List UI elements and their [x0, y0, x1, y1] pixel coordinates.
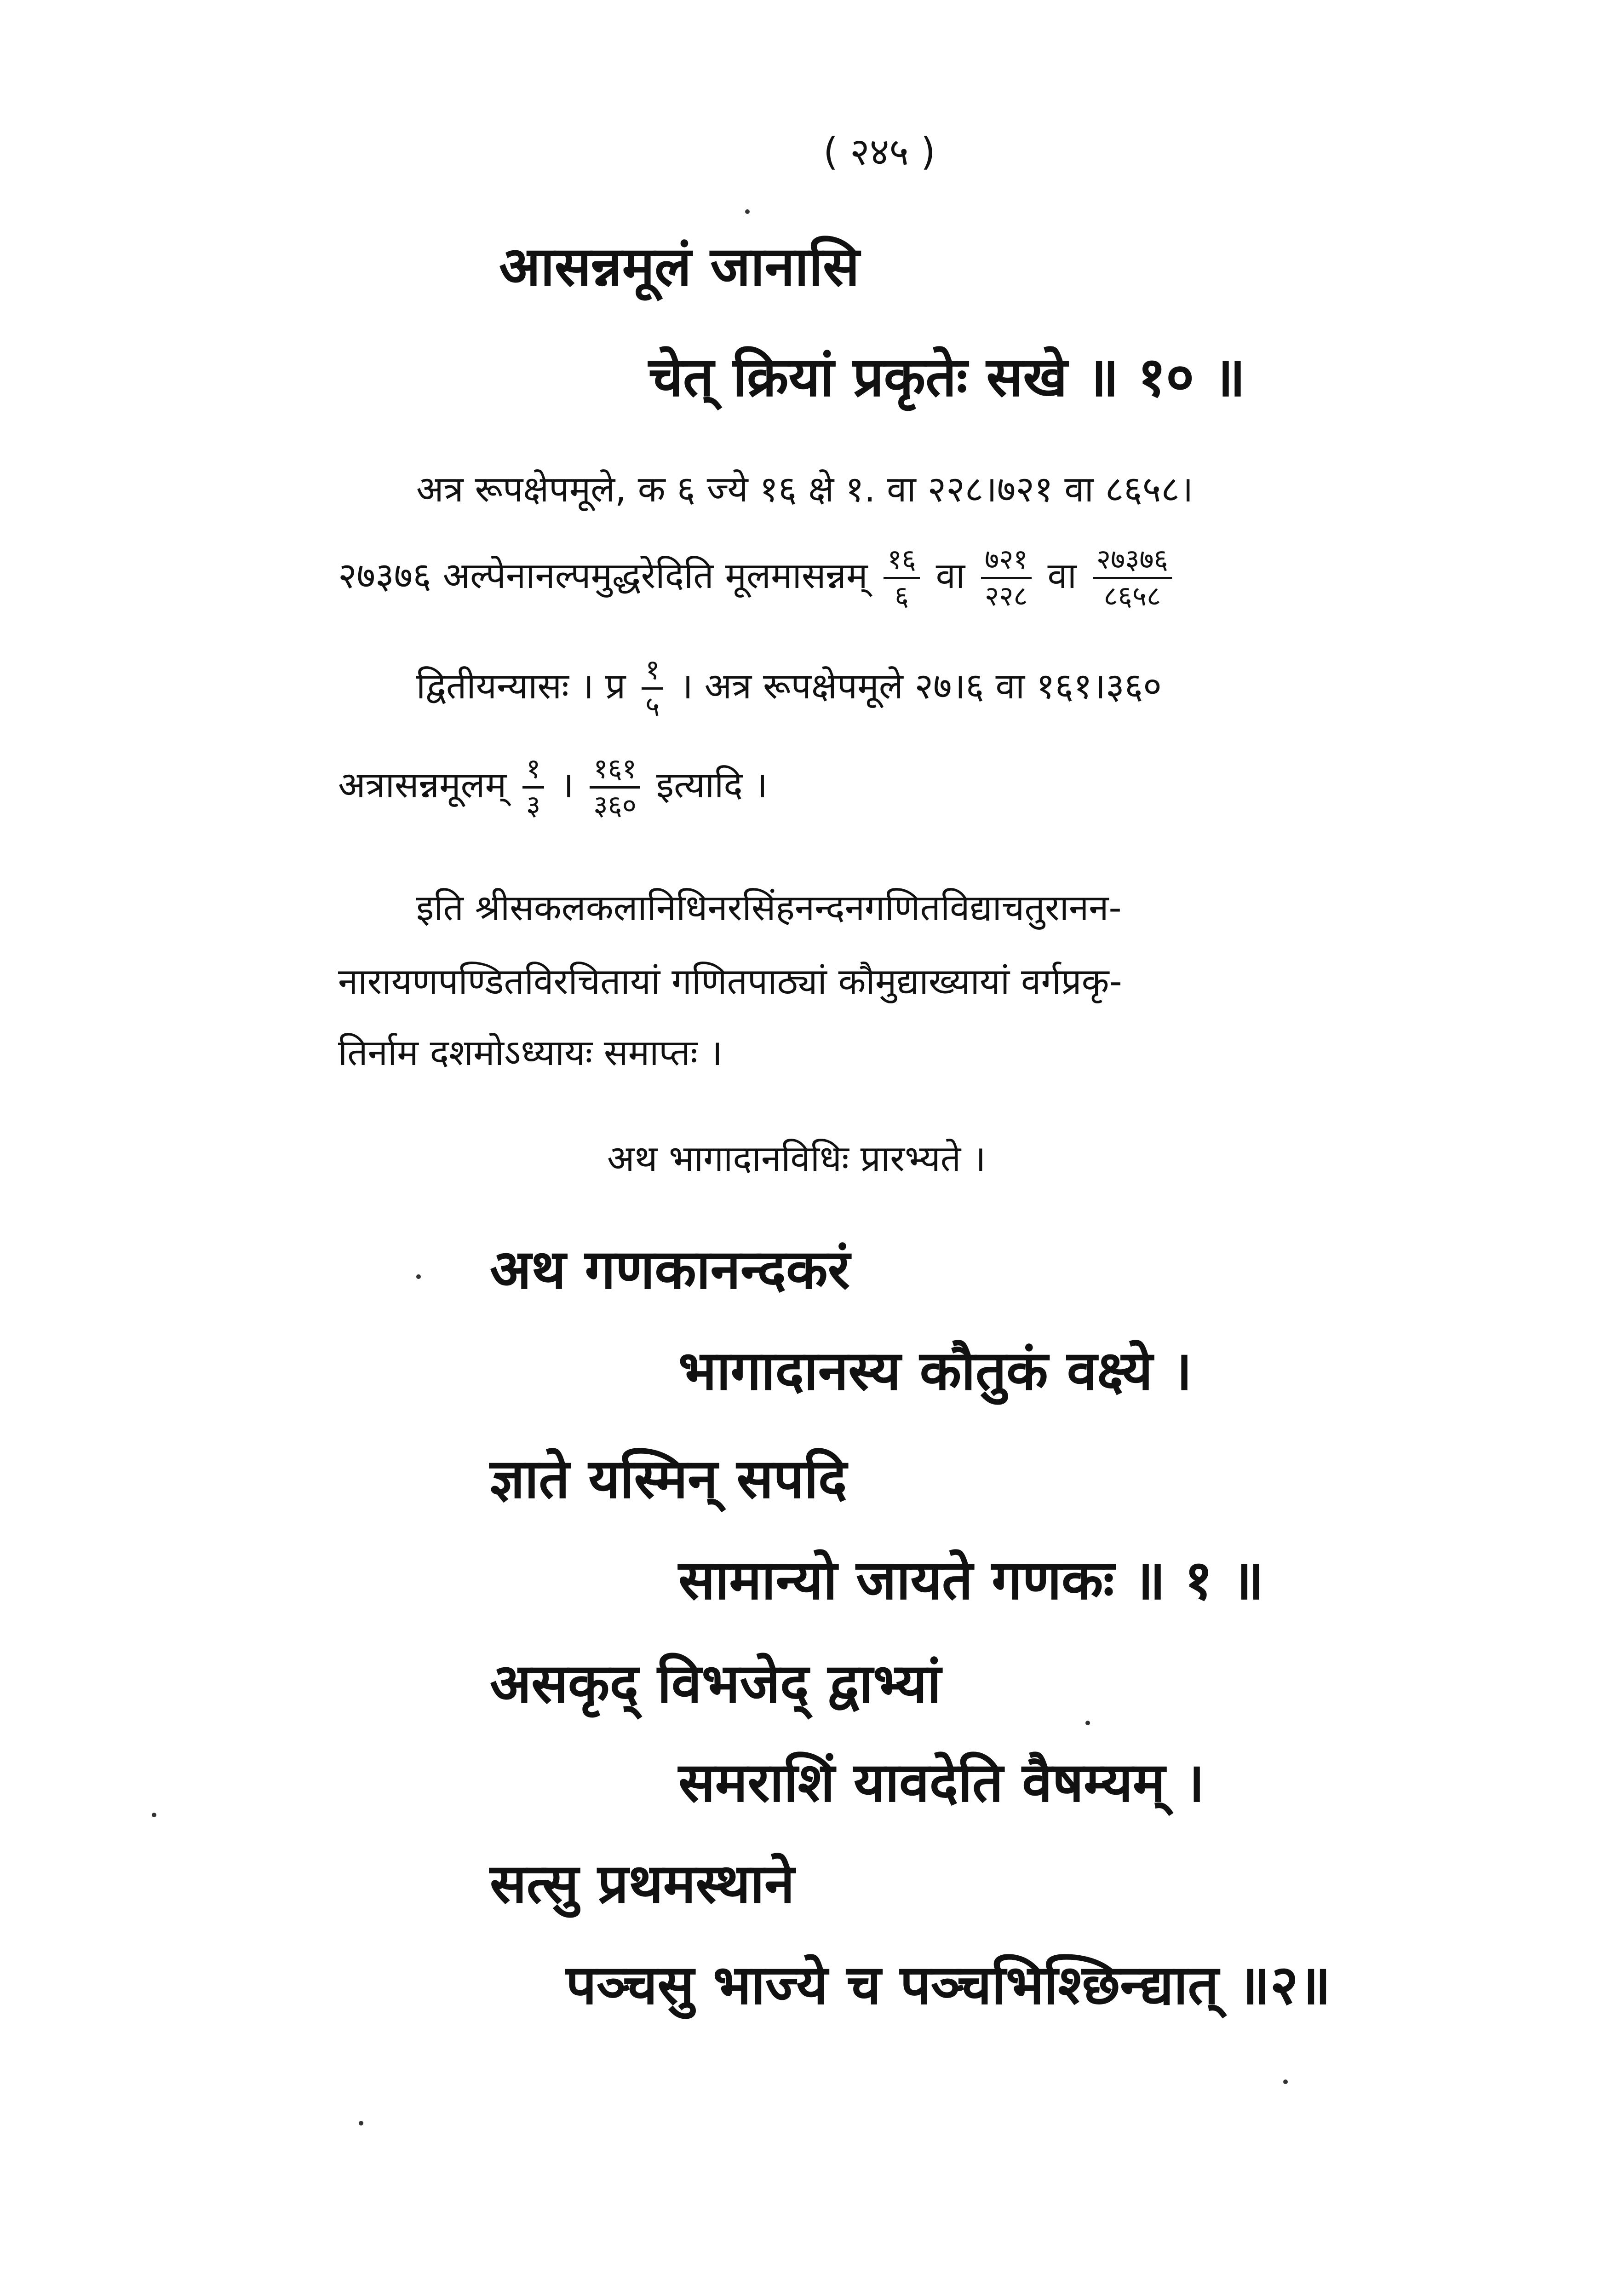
fraction-1-over-5 — [642, 656, 663, 721]
commentary-line-4 — [338, 755, 768, 820]
verse-2-line-3: सत्सु प्रथमस्थाने — [490, 1852, 795, 1915]
commentary-line-2-text: २७३७६ अल्पेनानल्पमुद्धरेदिति मूलमासन्नम् — [338, 555, 868, 597]
scan-speck — [1283, 2079, 1288, 2084]
verse-2-line-2: समराशिं यावदेति वैषम्यम् । — [678, 1751, 1205, 1814]
verse-1-line-2: भागादानस्य कौतुकं वक्ष्ये । — [678, 1339, 1193, 1402]
fraction-numerator: ७२१ — [981, 545, 1032, 579]
scan-speck — [416, 1274, 421, 1279]
commentary-line-3 — [416, 656, 1162, 721]
commentary-line-3-start: द्वितीयन्यासः । प्र — [416, 665, 626, 707]
fraction-1-over-3 — [522, 755, 544, 820]
commentary-line-4-start: अत्रासन्नमूलम् — [338, 764, 507, 806]
colophon-line-3: तिर्नाम दशमोऽध्यायः समाप्तः । — [338, 1032, 723, 1074]
commentary-line-4-end: इत्यादि । — [656, 764, 768, 806]
commentary-line-1: अत्र रूपक्षेपमूले, क ६ ज्ये १६ क्षे १. वा २२८।७२१ वा ८६५८। — [416, 469, 1194, 510]
fraction-denominator: ८६५८ — [1103, 580, 1161, 612]
page-number: ( २४५ ) — [823, 130, 936, 174]
fraction-denominator: ३ — [526, 789, 541, 822]
fraction-numerator: २७३७६ — [1093, 545, 1172, 579]
verse-1-line-1: अथ गणकानन्दकरं — [490, 1238, 850, 1301]
colophon-line-1: इति श्रीसकलकलानिधिनरसिंहनन्दनगणितविद्याचतुरानन- — [416, 887, 1122, 929]
word-va: वा — [1047, 555, 1077, 597]
fraction-721-over-228 — [981, 545, 1032, 611]
commentary-line-3-end: । अत्र रूपक्षेपमूले २७।६ वा १६१।३६० — [679, 665, 1162, 707]
verse-1-line-3: ज्ञाते यस्मिन् सपदि — [490, 1447, 847, 1510]
scan-speck — [1085, 1721, 1090, 1725]
verse-2-line-1: असकृद् विभजेद् द्वाभ्यां — [490, 1652, 941, 1715]
commentary-line-2 — [338, 545, 1176, 611]
section-heading: अथ भागादानविधिः प्रारभ्यते । — [607, 1138, 986, 1180]
colophon-line-2: नारायणपण्डितविरचितायां गणितपाठ्यां कौमुद्याख्यायां वर्गप्रकृ- — [338, 961, 1122, 1002]
fraction-numerator: १ — [522, 755, 544, 789]
verse-2-line-4: पञ्चसु भाज्ये च पञ्चभिश्छिन्द्यात् ॥२॥ — [566, 1953, 1331, 2016]
fraction-denominator: ६ — [895, 580, 909, 612]
fraction-161-over-360 — [590, 755, 640, 820]
scan-speck — [152, 1813, 156, 1817]
scan-speck — [745, 209, 750, 214]
fraction-numerator: १६१ — [590, 755, 640, 789]
word-va: वा — [935, 555, 965, 597]
fraction-denominator: २२८ — [985, 580, 1028, 612]
fraction-numerator: १६ — [884, 545, 919, 579]
separator-danda: । — [560, 764, 574, 806]
verse-10-line-2: चेत् क्रियां प्रकृतेः सखे ॥ १० ॥ — [648, 345, 1246, 409]
fraction-denominator: ३६० — [593, 789, 637, 822]
verse-10-line-1: आसन्नमूलं जानासि — [499, 235, 860, 298]
scan-speck — [359, 2121, 363, 2125]
fraction-denominator: ५ — [645, 691, 660, 723]
fraction-numerator: १ — [642, 656, 663, 690]
fraction-27376-over-8658 — [1093, 545, 1172, 611]
verse-1-line-4: सामान्यो जायते गणकः ॥ १ ॥ — [678, 1548, 1264, 1612]
fraction-16-over-6 — [884, 545, 919, 611]
